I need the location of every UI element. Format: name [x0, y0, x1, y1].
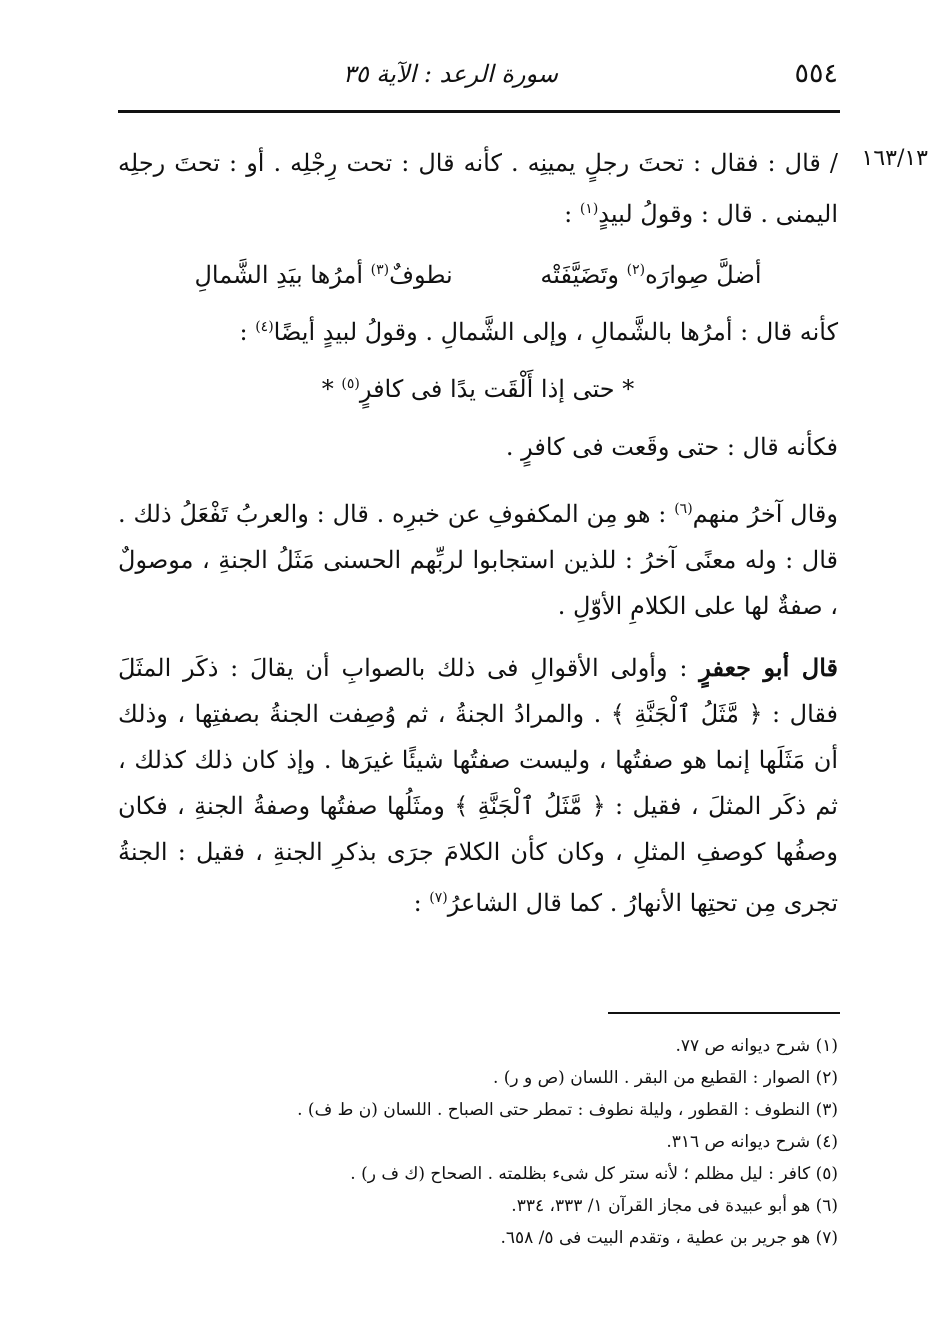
- page-number: ٥٥٤: [794, 58, 838, 89]
- speaker-name: قال أبو جعفرٍ: [699, 653, 838, 682]
- footnote-4: (٤) شرح ديوانه ص ٣١٦.: [666, 1132, 838, 1152]
- footnote-2: (٢) الصوار : القطيع من البقر . اللسان (ص و ر) .: [492, 1068, 838, 1088]
- footnote-7: (٧) هو جرير بن عطية ، وتقدم البيت فى ٥/ ٦٥٨.: [500, 1228, 838, 1248]
- paragraph-4: وقال آخرُ منهم$^{(٦)}$ : هو مِن المكفوفِ عن خبرِه . قال : والعربُ تَفْعَلُ ذلك . قال : وله معنًى آخرُ : للذين استجابوا لربِّهم الحسنى مَثَلُ الجنةِ ، موصولٌ ، صفةٌ لها على الكلامِ الأوّلِ .: [118, 500, 839, 620]
- verse-2: * حتى إذا أَلْقَت يدًا فى كافرٍ$^{(٥)}$ *: [321, 375, 635, 403]
- verse-1: [118, 247, 838, 298]
- paragraph-3: فكأنه قال : حتى وقَعت فى كافرٍ .: [505, 433, 838, 461]
- footnote-marker-5: (٥): [341, 376, 360, 392]
- footnote-5: (٥) كافر : ليل مظلم ؛ لأنه ستر كل شىء بظلمته . الصحاح (ك ف ر) .: [350, 1164, 838, 1184]
- footnote-marker-3: (٣): [370, 262, 390, 278]
- footnote-marker-1: (١): [579, 201, 599, 217]
- footnote-marker-6: (٦): [674, 501, 693, 517]
- header-rule: [118, 110, 840, 113]
- margin-reference: ١٦٣/١٣: [861, 146, 928, 171]
- footnote-1: (١) شرح ديوانه ص ٧٧.: [675, 1036, 838, 1056]
- footnote-marker-4: (٤): [255, 319, 274, 335]
- footnote-marker-7: (٧): [429, 890, 448, 906]
- paragraph-2: كأنه قال : أمرُها بالشَّمالِ ، وإلى الشَّمالِ . وقولُ لبيدٍ أيضًا$^{(٤)}$ :: [239, 318, 838, 346]
- verse-1-second-hemistich: نطوفٌ$^{(٣)}$ أمرُها بيَدِ الشَّمالِ: [194, 261, 453, 289]
- footnote-marker-2: (٢): [626, 262, 646, 278]
- paragraph-1: / قال : فقال : تحتَ رجلٍ يمينِه . كأنه قال : تحت رِجْلِه . أو : تحتَ رجلِه اليمنى . قال : وقولُ لبيدٍ$^{(١)}$ :: [118, 149, 838, 228]
- footnote-rule: [608, 1012, 840, 1014]
- footnote-3: (٣) النطوف : القطور ، وليلة نطوف : تمطر حتى الصباح . اللسان (ن ط ف) .: [297, 1100, 838, 1120]
- running-title: سورة الرعد : الآية ٣٥: [342, 60, 558, 88]
- footnote-6: (٦) هو أبو عبيدة فى مجاز القرآن ١/ ٣٣٣، ٣٣٤.: [511, 1196, 838, 1216]
- page-header: [118, 52, 838, 102]
- body-text: [118, 140, 838, 926]
- footnotes: [118, 1030, 838, 1254]
- verse-1-first-hemistich: أضلَّ صِوارَه$^{(٢)}$ وتَضَيَّفَتْه: [540, 261, 762, 289]
- paragraph-5: قال أبو جعفرٍ : وأولى الأقوالِ فى ذلك بالصوابِ أن يقالَ : ذكَر المثَلَ فقال : ﴿ مَّثَلُ ٱلْجَنَّةِ ﴾ . والمرادُ الجنةُ ، ثم وُصِفت الجنةُ بصفتِها ، وذلك أن مَثَلَها إنما هو صفتُها ، وليست صفتُها شيئًا غيرَها . وإذ كان ذلك كذلك ، ثم ذكَر المثلَ ، فقيل : ﴿ مَّثَلُ ٱلْجَنَّةِ ﴾ ومثَلُها صفتُها وصفةُ الجنةِ ، فكان وصفُها كوصفِ المثلِ ، وكان كأن الكلامَ جرَى بذكرِ الجنةِ ، فقيل : الجنةُ تجرى مِن تحتِها الأنهارُ . كما قال الشاعرُ$^{(٧)}$ :: [118, 653, 838, 917]
